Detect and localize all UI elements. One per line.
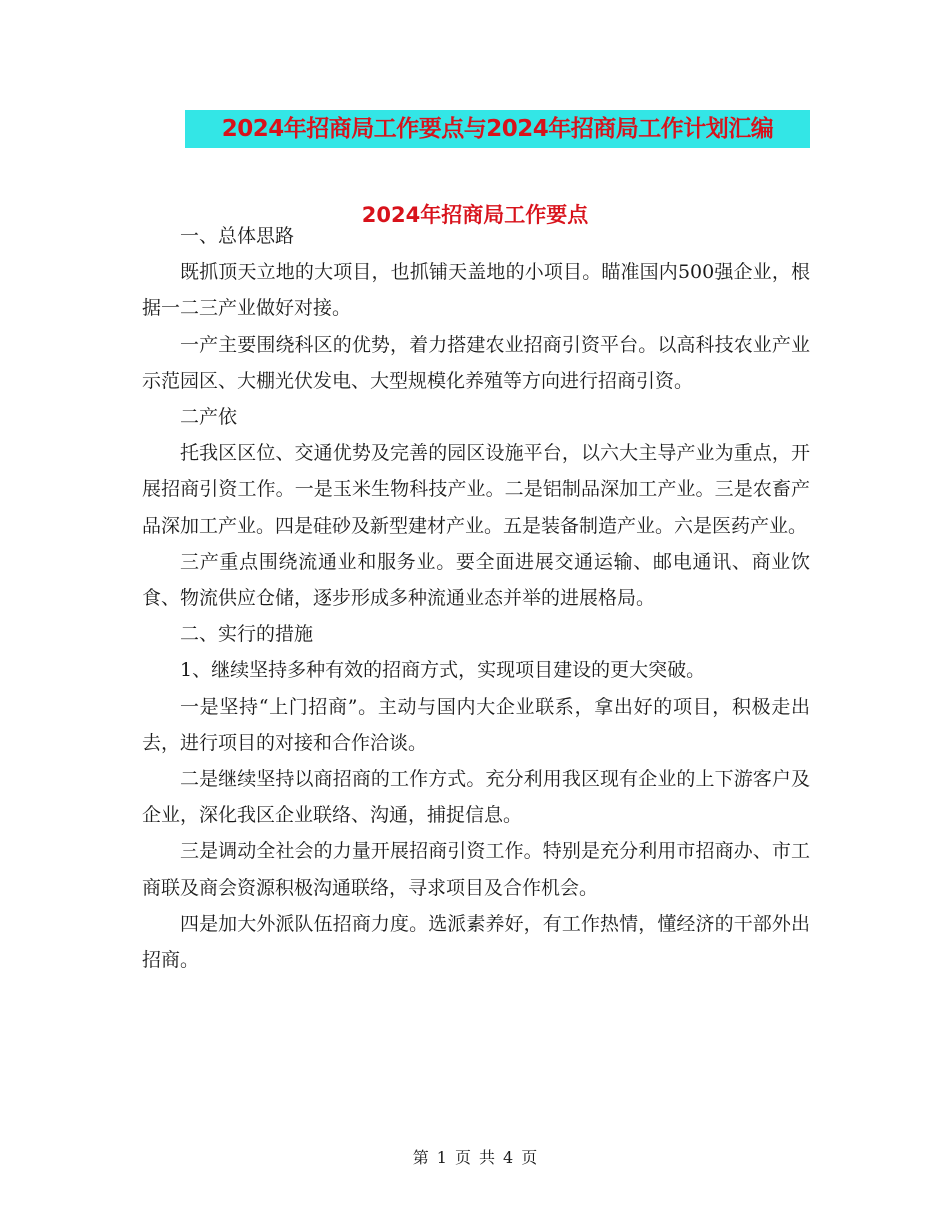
footer-total-pages: 4 — [503, 1148, 514, 1167]
paragraph: 二产依 — [180, 406, 238, 429]
paragraph: 一是坚持“上门招商”。主动与国内大企业联系，拿出好的项目，积极走出去，进行项目的对接和合作洽谈。 — [142, 695, 810, 754]
paragraph: 三是调动全社会的力量开展招商引资工作。特别是充分利用市招商办、市工商联及商会资源积极沟通联络，寻求项目及合作机会。 — [142, 840, 810, 899]
paragraph: 托我区区位、交通优势及完善的园区设施平台，以六大主导产业为重点，开展招商引资工作。一是玉米生物科技产业。二是铝制品深加工产业。三是农畜产品深加工产业。四是硅砂及新型建材产业。五是装备制造产业。六是医药产业。 — [142, 442, 810, 537]
paragraph: 二是继续坚持以商招商的工作方式。充分利用我区现有企业的上下游客户及企业，深化我区企业联络、沟通，捕捉信息。 — [142, 768, 810, 827]
footer-total-label: 共 — [479, 1148, 496, 1167]
section-title: 2024年招商局工作要点 — [361, 203, 589, 227]
footer-page-prefix: 第 — [412, 1148, 429, 1167]
footer-page-mid: 页 — [454, 1148, 471, 1167]
paragraph: 一产主要围绕科区的优势，着力搭建农业招商引资平台。以高科技农业产业示范园区、大棚光伏发电、大型规模化养殖等方向进行招商引资。 — [142, 333, 810, 392]
paragraph: 既抓顶天立地的大项目，也抓铺天盖地的小项目。瞄准国内500强企业，根据一二三产业做好对接。 — [142, 261, 810, 320]
document-body — [142, 218, 810, 978]
footer-page-number: 1 — [436, 1148, 447, 1167]
page-footer — [0, 1146, 950, 1170]
paragraph: 一、总体思路 — [180, 225, 295, 247]
main-title: 2024年招商局工作要点与2024年招商局工作计划汇编 — [185, 110, 810, 148]
footer-total-suffix: 页 — [521, 1148, 538, 1167]
paragraph: 二、实行的措施 — [180, 623, 314, 646]
paragraph: 1、继续坚持多种有效的招商方式，实现项目建设的更大突破。 — [180, 659, 706, 682]
paragraph: 四是加大外派队伍招商力度。选派素养好，有工作热情，懂经济的干部外出招商。 — [142, 912, 810, 972]
paragraph: 三产重点围绕流通业和服务业。要全面进展交通运输、邮电通讯、商业饮食、物流供应仓储，逐步形成多种流通业态并举的进展格局。 — [142, 550, 810, 610]
